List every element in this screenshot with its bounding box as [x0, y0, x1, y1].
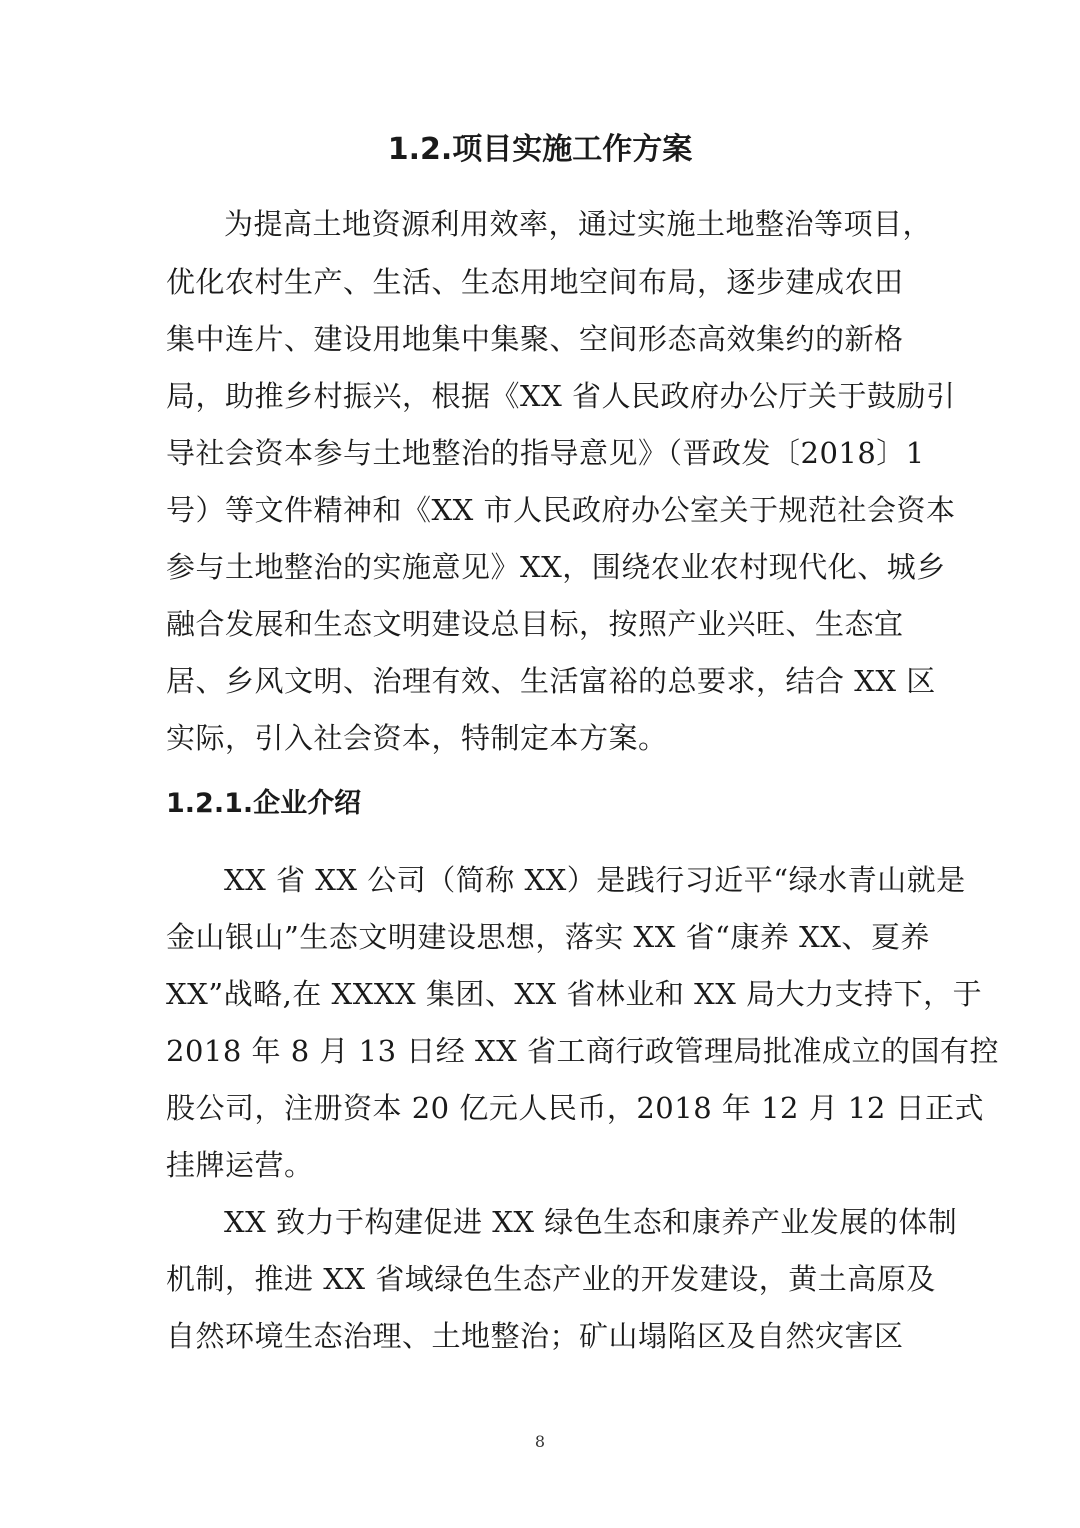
text-line: 金山银山”生态文明建设思想，落实 XX 省“康养 XX、夏养 [166, 920, 930, 954]
text-line: 号）等文件精神和《XX 市人民政府办公室关于规范社会资本 [166, 493, 956, 527]
text-line: 导社会资本参与土地整治的指导意见》（晋政发〔2018〕1 [166, 436, 925, 470]
text-line: 机制，推进 XX 省域绿色生态产业的开发建设，黄土高原及 [166, 1262, 936, 1296]
text-line: 自然环境生态治理、土地整治；矿山塌陷区及自然灾害区 [166, 1319, 904, 1353]
text-line: 局，助推乡村振兴，根据《XX 省人民政府办公厅关于鼓励引 [166, 379, 956, 413]
page-number: 8 [534, 1432, 546, 1451]
text-line: XX 省 XX 公司（简称 XX）是践行习近平“绿水青山就是 [224, 863, 966, 897]
text-line: 优化农村生产、生活、生态用地空间布局，逐步建成农田 [166, 265, 904, 299]
text-line: XX”战略,在 XXXX 集团、XX 省林业和 XX 局大力支持下，于 [166, 977, 983, 1011]
subsection-title: 1.2.1.企业介绍 [166, 788, 362, 819]
text-line: 为提高土地资源利用效率，通过实施土地整治等项目， [224, 207, 933, 241]
text-line: 实际，引入社会资本，特制定本方案。 [166, 721, 668, 755]
text-line: 居、乡风文明、治理有效、生活富裕的总要求，结合 XX 区 [166, 664, 936, 698]
text-line: 股公司，注册资本 20 亿元人民币，2018 年 12 月 12 日正式 [166, 1091, 985, 1125]
text-line: XX 致力于构建促进 XX 绿色生态和康养产业发展的体制 [224, 1205, 958, 1239]
text-line: 2018 年 8 月 13 日经 XX 省工商行政管理局批准成立的国有控 [166, 1034, 999, 1068]
section-title: 1.2.项目实施工作方案 [387, 132, 693, 167]
text-line: 集中连片、建设用地集中集聚、空间形态高效集约的新格 [166, 322, 904, 356]
text-line: 挂牌运营。 [166, 1148, 314, 1182]
text-line: 参与土地整治的实施意见》XX，围绕农业农村现代化、城乡 [166, 550, 946, 584]
text-line: 融合发展和生态文明建设总目标，按照产业兴旺、生态宜 [166, 607, 904, 641]
